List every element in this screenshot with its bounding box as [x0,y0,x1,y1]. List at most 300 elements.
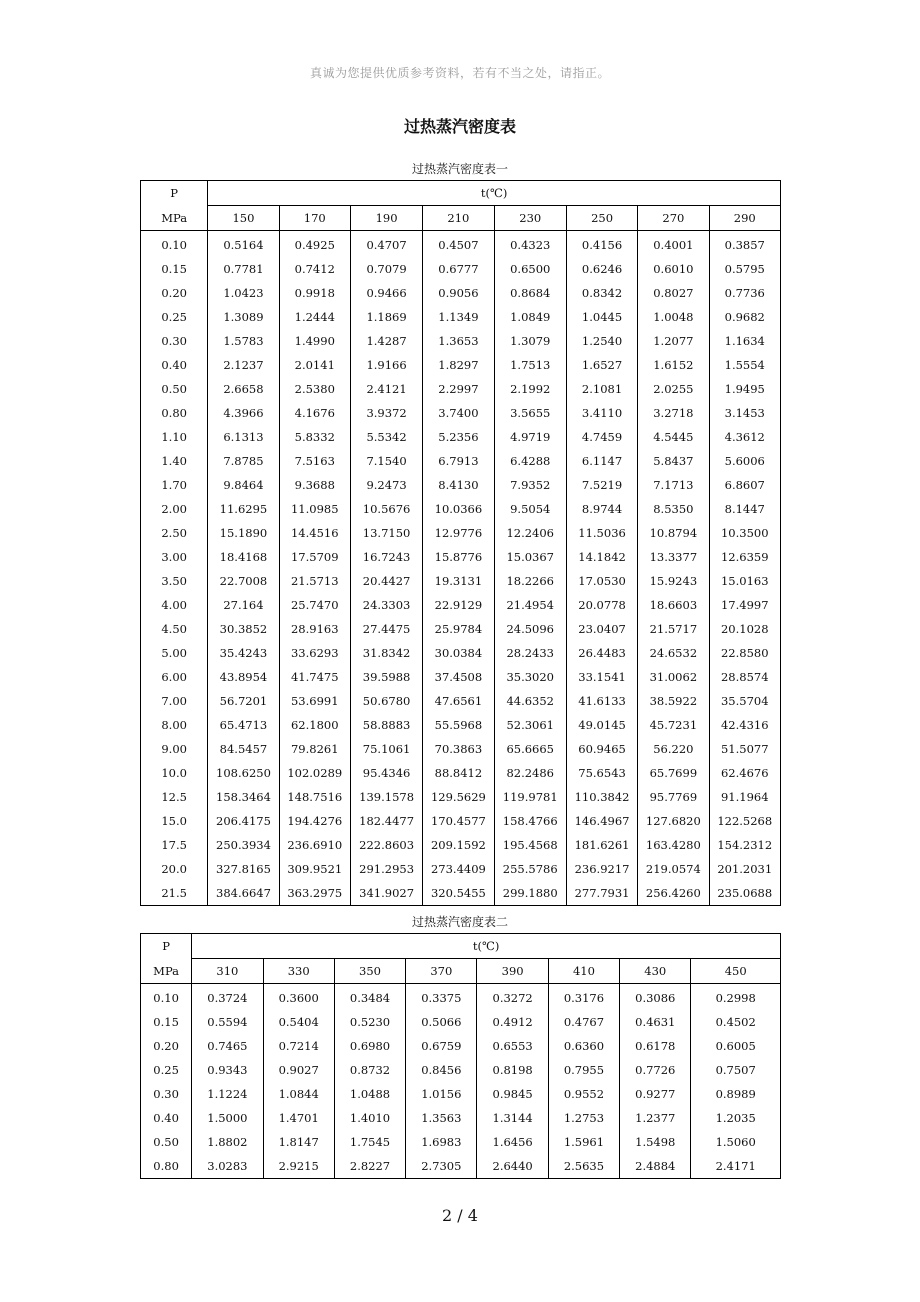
density-cell: 0.6500 [494,257,566,281]
pressure-cell: 0.30 [141,329,208,353]
temperature-column-header: 450 [691,959,781,984]
density-cell: 1.0488 [334,1082,405,1106]
density-cell: 0.6777 [423,257,494,281]
density-cell: 1.2753 [548,1106,619,1130]
density-cell: 320.5455 [423,881,494,906]
density-cell: 8.4130 [423,473,494,497]
temperature-column-header: 290 [709,206,780,231]
density-cell: 0.2998 [691,984,781,1011]
density-cell: 21.5713 [279,569,350,593]
density-cell: 27.4475 [350,617,422,641]
density-cell: 1.2444 [279,305,350,329]
table-row [141,857,781,881]
density-cell: 1.0048 [638,305,709,329]
density-cell: 26.4483 [566,641,637,665]
density-cell: 95.4346 [350,761,422,785]
density-cell: 12.2406 [494,521,566,545]
density-cell: 12.6359 [709,545,780,569]
density-cell: 122.5268 [709,809,780,833]
density-cell: 2.4171 [691,1154,781,1179]
density-cell: 0.4925 [279,231,350,258]
density-cell: 15.0367 [494,545,566,569]
density-cell: 53.6991 [279,689,350,713]
density-cell: 25.7470 [279,593,350,617]
density-cell: 5.8437 [638,449,709,473]
density-cell: 1.4701 [263,1106,334,1130]
pressure-cell: 21.5 [141,881,208,906]
temperature-column-header: 370 [406,959,477,984]
density-cell: 0.3857 [709,231,780,258]
density-cell: 0.9845 [477,1082,548,1106]
density-cell: 1.8802 [192,1130,263,1154]
density-cell: 341.9027 [350,881,422,906]
pressure-cell: 0.20 [141,1034,192,1058]
temperature-column-header: 330 [263,959,334,984]
table-row [141,521,781,545]
density-cell: 1.1349 [423,305,494,329]
density-cell: 2.0255 [638,377,709,401]
density-cell: 3.0283 [192,1154,263,1179]
density-cell: 4.7459 [566,425,637,449]
density-cell: 0.4502 [691,1010,781,1034]
table1-body [141,181,781,906]
density-cell: 11.5036 [566,521,637,545]
density-cell: 17.4997 [709,593,780,617]
pressure-cell: 5.00 [141,641,208,665]
density-cell: 6.1313 [208,425,279,449]
density-cell: 17.5709 [279,545,350,569]
pressure-cell: 4.50 [141,617,208,641]
density-cell: 56.220 [638,737,709,761]
density-cell: 0.9056 [423,281,494,305]
density-cell: 0.5795 [709,257,780,281]
table-row [141,984,781,1011]
density-cell: 35.3020 [494,665,566,689]
density-cell: 17.0530 [566,569,637,593]
table-row [141,737,781,761]
table-row [141,353,781,377]
density-cell: 19.3131 [423,569,494,593]
density-cell: 0.9466 [350,281,422,305]
density-cell: 3.2718 [638,401,709,425]
temperature-column-header: 390 [477,959,548,984]
density-cell: 0.9918 [279,281,350,305]
density-cell: 15.9243 [638,569,709,593]
density-cell: 0.8342 [566,281,637,305]
table-row [141,713,781,737]
density-cell: 1.2035 [691,1106,781,1130]
density-cell: 2.2997 [423,377,494,401]
pressure-cell: 1.70 [141,473,208,497]
density-cell: 1.5554 [709,353,780,377]
density-cell: 2.1237 [208,353,279,377]
density-cell: 1.1869 [350,305,422,329]
density-cell: 31.0062 [638,665,709,689]
density-cell: 8.9744 [566,497,637,521]
temperature-column-header: 430 [620,959,691,984]
pressure-cell: 0.15 [141,257,208,281]
density-cell: 1.1224 [192,1082,263,1106]
density-cell: 5.5342 [350,425,422,449]
temperature-column-header: 230 [494,206,566,231]
table-row [141,641,781,665]
density-cell: 1.5060 [691,1130,781,1154]
temperature-header: t(℃) [208,181,781,206]
density-cell: 22.9129 [423,593,494,617]
table1-caption: 过热蒸汽密度表一 [411,162,508,176]
density-cell: 273.4409 [423,857,494,881]
density-cell: 158.4766 [494,809,566,833]
temperature-column-header: 150 [208,206,279,231]
density-cell: 1.5783 [208,329,279,353]
density-cell: 0.8027 [638,281,709,305]
density-cell: 1.0844 [263,1082,334,1106]
density-cell: 22.7008 [208,569,279,593]
density-cell: 49.0145 [566,713,637,737]
density-cell: 50.6780 [350,689,422,713]
density-cell: 65.4713 [208,713,279,737]
table2-caption: 过热蒸汽密度表二 [411,915,508,929]
density-cell: 15.1890 [208,521,279,545]
density-cell: 0.9552 [548,1082,619,1106]
density-cell: 1.6152 [638,353,709,377]
density-cell: 6.7913 [423,449,494,473]
table-row [141,833,781,857]
density-cell: 384.6647 [208,881,279,906]
pressure-cell: 17.5 [141,833,208,857]
density-cell: 0.7736 [709,281,780,305]
density-cell: 0.8732 [334,1058,405,1082]
pressure-cell: 0.25 [141,1058,192,1082]
temperature-column-header: 410 [548,959,619,984]
density-cell: 10.8794 [638,521,709,545]
density-cell: 1.0849 [494,305,566,329]
table-row [141,1034,781,1058]
density-cell: 363.2975 [279,881,350,906]
density-cell: 7.1540 [350,449,422,473]
temperature-column-header: 210 [423,206,494,231]
density-cell: 206.4175 [208,809,279,833]
table-row [141,425,781,449]
density-cell: 14.1842 [566,545,637,569]
density-cell: 1.6983 [406,1130,477,1154]
density-cell: 2.6658 [208,377,279,401]
unit-header: MPa [141,959,192,984]
density-cell: 91.1964 [709,785,780,809]
density-cell: 38.5922 [638,689,709,713]
pressure-cell: 6.00 [141,665,208,689]
density-cell: 2.8227 [334,1154,405,1179]
density-cell: 219.0574 [638,857,709,881]
density-cell: 3.9372 [350,401,422,425]
density-cell: 3.4110 [566,401,637,425]
density-cell: 235.0688 [709,881,780,906]
density-cell: 0.5164 [208,231,279,258]
density-cell: 18.4168 [208,545,279,569]
density-cell: 0.3724 [192,984,263,1011]
density-cell: 0.4507 [423,231,494,258]
table-row [141,1154,781,1179]
density-cell: 0.4707 [350,231,422,258]
density-cell: 65.7699 [638,761,709,785]
pressure-cell: 0.40 [141,353,208,377]
density-cell: 139.1578 [350,785,422,809]
density-cell: 2.9215 [263,1154,334,1179]
density-cell: 16.7243 [350,545,422,569]
density-cell: 70.3863 [423,737,494,761]
density-cell: 24.5096 [494,617,566,641]
density-cell: 0.3086 [620,984,691,1011]
density-cell: 256.4260 [638,881,709,906]
temperature-column-header: 250 [566,206,637,231]
density-cell: 45.7231 [638,713,709,737]
density-cell: 1.4010 [334,1106,405,1130]
density-cell: 0.5594 [192,1010,263,1034]
pressure-cell: 0.10 [141,984,192,1011]
density-cell: 24.3303 [350,593,422,617]
density-cell: 1.5498 [620,1130,691,1154]
density-cell: 2.5380 [279,377,350,401]
density-cell: 10.5676 [350,497,422,521]
table-row [141,1010,781,1034]
table-row [141,593,781,617]
density-cell: 28.8574 [709,665,780,689]
density-cell: 129.5629 [423,785,494,809]
table-row [141,785,781,809]
density-cell: 9.8464 [208,473,279,497]
density-cell: 2.1992 [494,377,566,401]
density-cell: 35.5704 [709,689,780,713]
density-cell: 250.3934 [208,833,279,857]
density-cell: 0.6759 [406,1034,477,1058]
density-cell: 7.9352 [494,473,566,497]
density-cell: 37.4508 [423,665,494,689]
table-row [141,401,781,425]
table-row [141,305,781,329]
density-cell: 21.4954 [494,593,566,617]
density-cell: 2.4121 [350,377,422,401]
pressure-cell: 15.0 [141,809,208,833]
density-cell: 33.6293 [279,641,350,665]
density-cell: 182.4477 [350,809,422,833]
density-cell: 75.1061 [350,737,422,761]
density-cell: 1.7545 [334,1130,405,1154]
density-cell: 222.8603 [350,833,422,857]
density-cell: 0.6553 [477,1034,548,1058]
table-row [141,1082,781,1106]
pressure-cell: 3.00 [141,545,208,569]
density-cell: 2.4884 [620,1154,691,1179]
density-cell: 8.1447 [709,497,780,521]
density-cell: 1.5000 [192,1106,263,1130]
density-cell: 7.5219 [566,473,637,497]
table-row [141,1058,781,1082]
table-row [141,569,781,593]
density-cell: 0.5230 [334,1010,405,1034]
density-cell: 1.2540 [566,329,637,353]
density-cell: 25.9784 [423,617,494,641]
density-cell: 163.4280 [638,833,709,857]
density-cell: 44.6352 [494,689,566,713]
temperature-header: t(℃) [192,934,781,959]
density-cell: 8.5350 [638,497,709,521]
density-cell: 31.8342 [350,641,422,665]
density-cell: 65.6665 [494,737,566,761]
density-cell: 52.3061 [494,713,566,737]
table-row [141,329,781,353]
pressure-cell: 4.00 [141,593,208,617]
density-cell: 0.8684 [494,281,566,305]
pressure-cell: 12.5 [141,785,208,809]
density-cell: 28.9163 [279,617,350,641]
temperature-column-header: 190 [350,206,422,231]
pressure-cell: 1.40 [141,449,208,473]
density-cell: 0.3272 [477,984,548,1011]
density-cell: 0.5066 [406,1010,477,1034]
density-cell: 1.8297 [423,353,494,377]
p-header: P [141,181,208,206]
density-cell: 41.6133 [566,689,637,713]
density-cell: 110.3842 [566,785,637,809]
density-cell: 20.1028 [709,617,780,641]
density-cell: 236.9217 [566,857,637,881]
density-cell: 1.9495 [709,377,780,401]
density-cell: 60.9465 [566,737,637,761]
density-table-2 [140,933,781,1179]
density-cell: 12.9776 [423,521,494,545]
density-cell: 0.5404 [263,1010,334,1034]
pressure-cell: 0.20 [141,281,208,305]
density-cell: 20.0778 [566,593,637,617]
table-row [141,257,781,281]
density-cell: 209.1592 [423,833,494,857]
density-cell: 15.8776 [423,545,494,569]
density-cell: 4.1676 [279,401,350,425]
density-cell: 39.5988 [350,665,422,689]
density-cell: 28.2433 [494,641,566,665]
density-cell: 236.6910 [279,833,350,857]
density-cell: 24.6532 [638,641,709,665]
density-cell: 6.8607 [709,473,780,497]
density-cell: 1.0445 [566,305,637,329]
density-cell: 127.6820 [638,809,709,833]
table2-body [141,934,781,1179]
density-cell: 201.2031 [709,857,780,881]
table-row [141,1130,781,1154]
density-cell: 30.0384 [423,641,494,665]
density-cell: 55.5968 [423,713,494,737]
table-row [141,473,781,497]
density-cell: 4.3612 [709,425,780,449]
density-cell: 0.4323 [494,231,566,258]
density-cell: 22.8580 [709,641,780,665]
pressure-cell: 0.80 [141,401,208,425]
density-cell: 0.7507 [691,1058,781,1082]
density-cell: 0.7781 [208,257,279,281]
density-cell: 4.3966 [208,401,279,425]
density-cell: 0.3484 [334,984,405,1011]
unit-header: MPa [141,206,208,231]
density-cell: 4.5445 [638,425,709,449]
table-row [141,1106,781,1130]
density-cell: 1.0423 [208,281,279,305]
density-cell: 5.8332 [279,425,350,449]
density-cell: 1.3563 [406,1106,477,1130]
density-cell: 11.0985 [279,497,350,521]
density-cell: 1.3653 [423,329,494,353]
density-cell: 0.7465 [192,1034,263,1058]
density-cell: 27.164 [208,593,279,617]
density-cell: 195.4568 [494,833,566,857]
density-cell: 95.7769 [638,785,709,809]
density-cell: 0.3375 [406,984,477,1011]
density-cell: 62.1800 [279,713,350,737]
density-cell: 6.4288 [494,449,566,473]
density-cell: 0.4912 [477,1010,548,1034]
table-row [141,545,781,569]
density-cell: 33.1541 [566,665,637,689]
density-cell: 0.8989 [691,1082,781,1106]
density-cell: 47.6561 [423,689,494,713]
temperature-column-header: 310 [192,959,263,984]
table-row [141,809,781,833]
density-cell: 7.8785 [208,449,279,473]
density-cell: 1.4287 [350,329,422,353]
density-cell: 0.4001 [638,231,709,258]
table-row [141,231,781,258]
density-cell: 0.4156 [566,231,637,258]
density-cell: 2.6440 [477,1154,548,1179]
density-cell: 11.6295 [208,497,279,521]
pressure-cell: 7.00 [141,689,208,713]
density-cell: 13.7150 [350,521,422,545]
density-cell: 1.5961 [548,1130,619,1154]
density-cell: 0.9277 [620,1082,691,1106]
density-cell: 0.6010 [638,257,709,281]
density-cell: 2.7305 [406,1154,477,1179]
density-cell: 10.0366 [423,497,494,521]
pressure-cell: 3.50 [141,569,208,593]
density-cell: 88.8412 [423,761,494,785]
density-cell: 154.2312 [709,833,780,857]
density-cell: 170.4577 [423,809,494,833]
density-cell: 30.3852 [208,617,279,641]
table-row [141,377,781,401]
density-cell: 158.3464 [208,785,279,809]
density-cell: 0.7079 [350,257,422,281]
density-cell: 9.3688 [279,473,350,497]
density-cell: 4.9719 [494,425,566,449]
temperature-column-header: 270 [638,206,709,231]
density-cell: 7.5163 [279,449,350,473]
density-cell: 10.3500 [709,521,780,545]
density-cell: 35.4243 [208,641,279,665]
density-cell: 0.4767 [548,1010,619,1034]
density-cell: 15.0163 [709,569,780,593]
density-cell: 18.2266 [494,569,566,593]
density-cell: 1.8147 [263,1130,334,1154]
density-cell: 119.9781 [494,785,566,809]
pressure-cell: 0.50 [141,377,208,401]
p-header: P [141,934,192,959]
table-row [141,761,781,785]
density-cell: 291.2953 [350,857,422,881]
pressure-cell: 0.30 [141,1082,192,1106]
density-cell: 0.7726 [620,1058,691,1082]
density-cell: 1.3144 [477,1106,548,1130]
density-cell: 43.8954 [208,665,279,689]
density-cell: 1.4990 [279,329,350,353]
